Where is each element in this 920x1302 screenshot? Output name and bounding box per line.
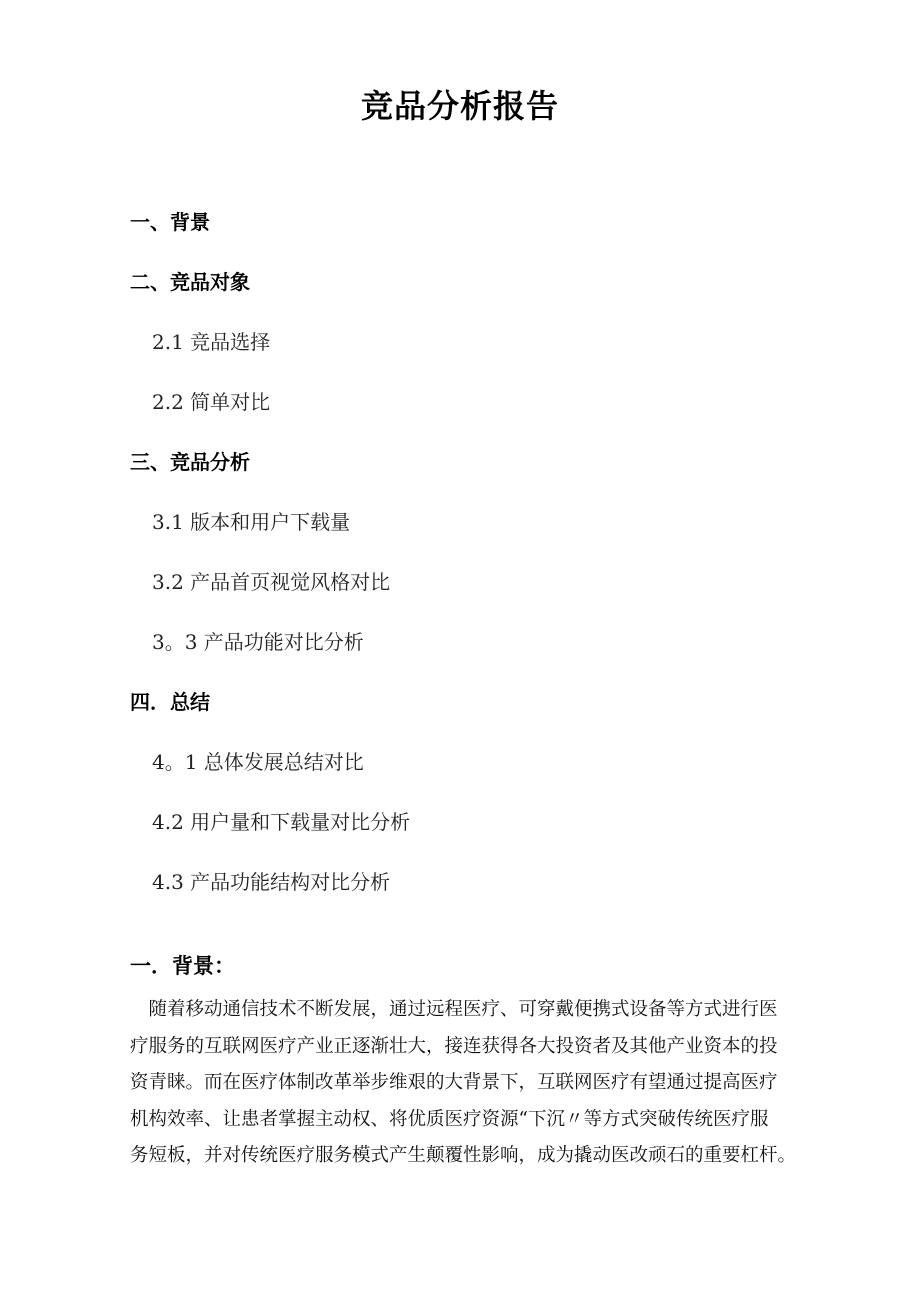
paragraph-line: 疗服务的互联网医疗产业正逐渐壮大，接连获得各大投资者及其他产业资本的投 (130, 1035, 778, 1057)
toc-item-competitor-analysis: 三、竞品分析 (130, 450, 250, 474)
section-heading-background: 一．背景： (130, 954, 235, 978)
toc-item-version-downloads: 3.1 版本和用户下载量 (152, 510, 351, 534)
toc-item-competitors: 二、竞品对象 (130, 270, 250, 294)
paragraph-line: 随着移动通信技术不断发展，通过远程医疗、可穿戴便携式设备等方式进行医 (130, 999, 778, 1020)
toc-item-overall-summary: 4。1 总体发展总结对比 (152, 750, 364, 774)
toc-item-background: 一、背景 (130, 210, 210, 234)
background-paragraph (130, 992, 804, 1175)
paragraph-line: 机构效率、让患者掌握主动权、将优质医疗资源“下沉〃等方式突破传统医疗服 (130, 1108, 769, 1130)
toc-item-summary: 四．总结 (130, 690, 210, 714)
toc-item-feature-structure: 4.3 产品功能结构对比分析 (152, 870, 391, 894)
toc-item-visual-style: 3.2 产品首页视觉风格对比 (152, 570, 391, 594)
toc-item-feature-analysis: 3。3 产品功能对比分析 (152, 630, 364, 654)
toc-item-user-download-analysis: 4.2 用户量和下载量对比分析 (152, 810, 411, 834)
toc-item-competitor-selection: 2.1 竞品选择 (152, 330, 271, 354)
document-title: 竞品分析报告 (360, 87, 559, 125)
toc-item-simple-comparison: 2.2 简单对比 (152, 390, 271, 414)
paragraph-line: 资青睐。而在医疗体制改革举步维艰的大背景下，互联网医疗有望通过提高医疗 (130, 1072, 778, 1093)
paragraph-line: 务短板，并对传统医疗服务模式产生颠覆性影响，成为撬动医改顽石的重要杠杆。 (130, 1145, 797, 1166)
